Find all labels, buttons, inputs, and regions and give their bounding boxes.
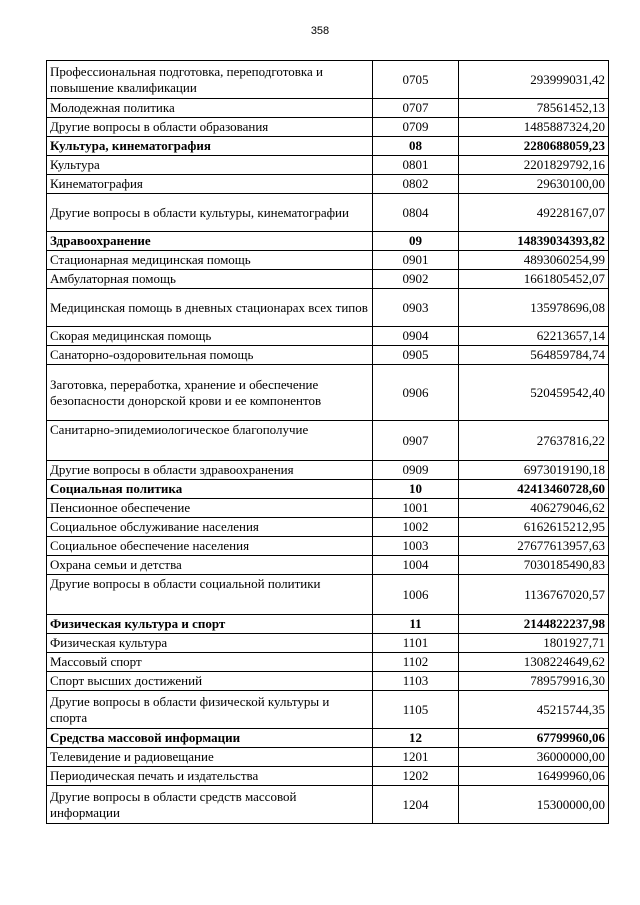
row-amount-cell: 1136767020,57	[459, 575, 609, 615]
section-row	[47, 480, 609, 499]
row-amount-cell: 42413460728,60	[459, 480, 609, 499]
table-row	[47, 118, 609, 137]
row-amount-cell: 16499960,06	[459, 767, 609, 786]
row-code-cell: 1202	[373, 767, 459, 786]
row-code-cell: 0905	[373, 346, 459, 365]
row-code-cell: 1102	[373, 653, 459, 672]
row-amount-cell: 4893060254,99	[459, 251, 609, 270]
row-name-cell: Периодическая печать и издательства	[47, 767, 373, 786]
row-amount-cell: 27637816,22	[459, 421, 609, 461]
table-row	[47, 327, 609, 346]
table-row	[47, 786, 609, 824]
row-amount-cell: 2280688059,23	[459, 137, 609, 156]
row-name-cell: Заготовка, переработка, хранение и обеспечение безопасности донорской крови и ее компонентов	[47, 365, 373, 421]
row-name-cell: Физическая культура	[47, 634, 373, 653]
row-name-cell: Кинематография	[47, 175, 373, 194]
table-row	[47, 289, 609, 327]
section-row	[47, 615, 609, 634]
row-name-cell: Телевидение и радиовещание	[47, 748, 373, 767]
row-name-cell: Пенсионное обеспечение	[47, 499, 373, 518]
row-amount-cell: 62213657,14	[459, 327, 609, 346]
row-code-cell: 0705	[373, 61, 459, 99]
row-amount-cell: 6973019190,18	[459, 461, 609, 480]
row-name-cell: Физическая культура и спорт	[47, 615, 373, 634]
row-amount-cell: 1308224649,62	[459, 653, 609, 672]
table-row	[47, 156, 609, 175]
row-code-cell: 10	[373, 480, 459, 499]
table-row	[47, 672, 609, 691]
row-code-cell: 1103	[373, 672, 459, 691]
row-amount-cell: 2144822237,98	[459, 615, 609, 634]
section-row	[47, 729, 609, 748]
table-row	[47, 575, 609, 615]
row-amount-cell: 45215744,35	[459, 691, 609, 729]
table-row	[47, 175, 609, 194]
row-amount-cell: 1485887324,20	[459, 118, 609, 137]
table-row	[47, 537, 609, 556]
table-row	[47, 61, 609, 99]
row-code-cell: 1201	[373, 748, 459, 767]
row-code-cell: 0901	[373, 251, 459, 270]
row-code-cell: 0903	[373, 289, 459, 327]
table-row	[47, 499, 609, 518]
row-code-cell: 0707	[373, 99, 459, 118]
row-code-cell: 1101	[373, 634, 459, 653]
row-name-cell: Другие вопросы в области средств массовой информации	[47, 786, 373, 824]
row-amount-cell: 789579916,30	[459, 672, 609, 691]
row-amount-cell: 14839034393,82	[459, 232, 609, 251]
row-name-cell: Культура, кинематография	[47, 137, 373, 156]
table-row	[47, 365, 609, 421]
row-code-cell: 0907	[373, 421, 459, 461]
row-name-cell: Санитарно-эпидемиологическое благополучие	[47, 421, 373, 461]
row-name-cell: Молодежная политика	[47, 99, 373, 118]
row-amount-cell: 1661805452,07	[459, 270, 609, 289]
table-row	[47, 748, 609, 767]
row-amount-cell: 564859784,74	[459, 346, 609, 365]
table-row	[47, 194, 609, 232]
row-name-cell: Стационарная медицинская помощь	[47, 251, 373, 270]
row-code-cell: 0902	[373, 270, 459, 289]
row-name-cell: Санаторно-оздоровительная помощь	[47, 346, 373, 365]
row-name-cell: Медицинская помощь в дневных стационарах всех типов	[47, 289, 373, 327]
table-row	[47, 270, 609, 289]
row-name-cell: Профессиональная подготовка, переподготовка и повышение квалификации	[47, 61, 373, 99]
row-amount-cell: 49228167,07	[459, 194, 609, 232]
table-row	[47, 653, 609, 672]
row-code-cell: 1204	[373, 786, 459, 824]
row-name-cell: Охрана семьи и детства	[47, 556, 373, 575]
page-number: 358	[310, 25, 330, 37]
table-row	[47, 767, 609, 786]
row-name-cell: Средства массовой информации	[47, 729, 373, 748]
row-name-cell: Другие вопросы в области здравоохранения	[47, 461, 373, 480]
budget-table	[46, 60, 609, 824]
row-code-cell: 11	[373, 615, 459, 634]
row-code-cell: 0909	[373, 461, 459, 480]
row-name-cell: Другие вопросы в области физической культуры и спорта	[47, 691, 373, 729]
budget-table-body	[47, 61, 609, 824]
row-amount-cell: 1801927,71	[459, 634, 609, 653]
row-code-cell: 0804	[373, 194, 459, 232]
section-row	[47, 137, 609, 156]
row-name-cell: Другие вопросы в области культуры, кинематографии	[47, 194, 373, 232]
row-code-cell: 09	[373, 232, 459, 251]
row-amount-cell: 293999031,42	[459, 61, 609, 99]
row-name-cell: Другие вопросы в области образования	[47, 118, 373, 137]
table-row	[47, 461, 609, 480]
row-amount-cell: 406279046,62	[459, 499, 609, 518]
table-row	[47, 518, 609, 537]
row-code-cell: 1105	[373, 691, 459, 729]
row-code-cell: 0802	[373, 175, 459, 194]
row-name-cell: Социальная политика	[47, 480, 373, 499]
row-amount-cell: 520459542,40	[459, 365, 609, 421]
table-row	[47, 99, 609, 118]
row-name-cell: Культура	[47, 156, 373, 175]
table-row	[47, 691, 609, 729]
row-name-cell: Социальное обеспечение населения	[47, 537, 373, 556]
row-amount-cell: 15300000,00	[459, 786, 609, 824]
row-name-cell: Массовый спорт	[47, 653, 373, 672]
row-amount-cell: 27677613957,63	[459, 537, 609, 556]
table-row	[47, 346, 609, 365]
row-name-cell: Амбулаторная помощь	[47, 270, 373, 289]
table-row	[47, 421, 609, 461]
row-code-cell: 1001	[373, 499, 459, 518]
row-code-cell: 08	[373, 137, 459, 156]
row-code-cell: 12	[373, 729, 459, 748]
row-name-cell: Социальное обслуживание населения	[47, 518, 373, 537]
row-code-cell: 0801	[373, 156, 459, 175]
section-row	[47, 232, 609, 251]
row-code-cell: 1006	[373, 575, 459, 615]
row-amount-cell: 29630100,00	[459, 175, 609, 194]
row-name-cell: Здравоохранение	[47, 232, 373, 251]
row-name-cell: Другие вопросы в области социальной политики	[47, 575, 373, 615]
row-code-cell: 1004	[373, 556, 459, 575]
table-row	[47, 251, 609, 270]
row-code-cell: 0906	[373, 365, 459, 421]
row-amount-cell: 6162615212,95	[459, 518, 609, 537]
row-amount-cell: 36000000,00	[459, 748, 609, 767]
table-row	[47, 634, 609, 653]
row-amount-cell: 7030185490,83	[459, 556, 609, 575]
row-code-cell: 0904	[373, 327, 459, 346]
table-row	[47, 556, 609, 575]
row-amount-cell: 2201829792,16	[459, 156, 609, 175]
row-amount-cell: 78561452,13	[459, 99, 609, 118]
row-code-cell: 1003	[373, 537, 459, 556]
row-name-cell: Спорт высших достижений	[47, 672, 373, 691]
row-name-cell: Скорая медицинская помощь	[47, 327, 373, 346]
row-amount-cell: 67799960,06	[459, 729, 609, 748]
row-code-cell: 1002	[373, 518, 459, 537]
row-amount-cell: 135978696,08	[459, 289, 609, 327]
row-code-cell: 0709	[373, 118, 459, 137]
